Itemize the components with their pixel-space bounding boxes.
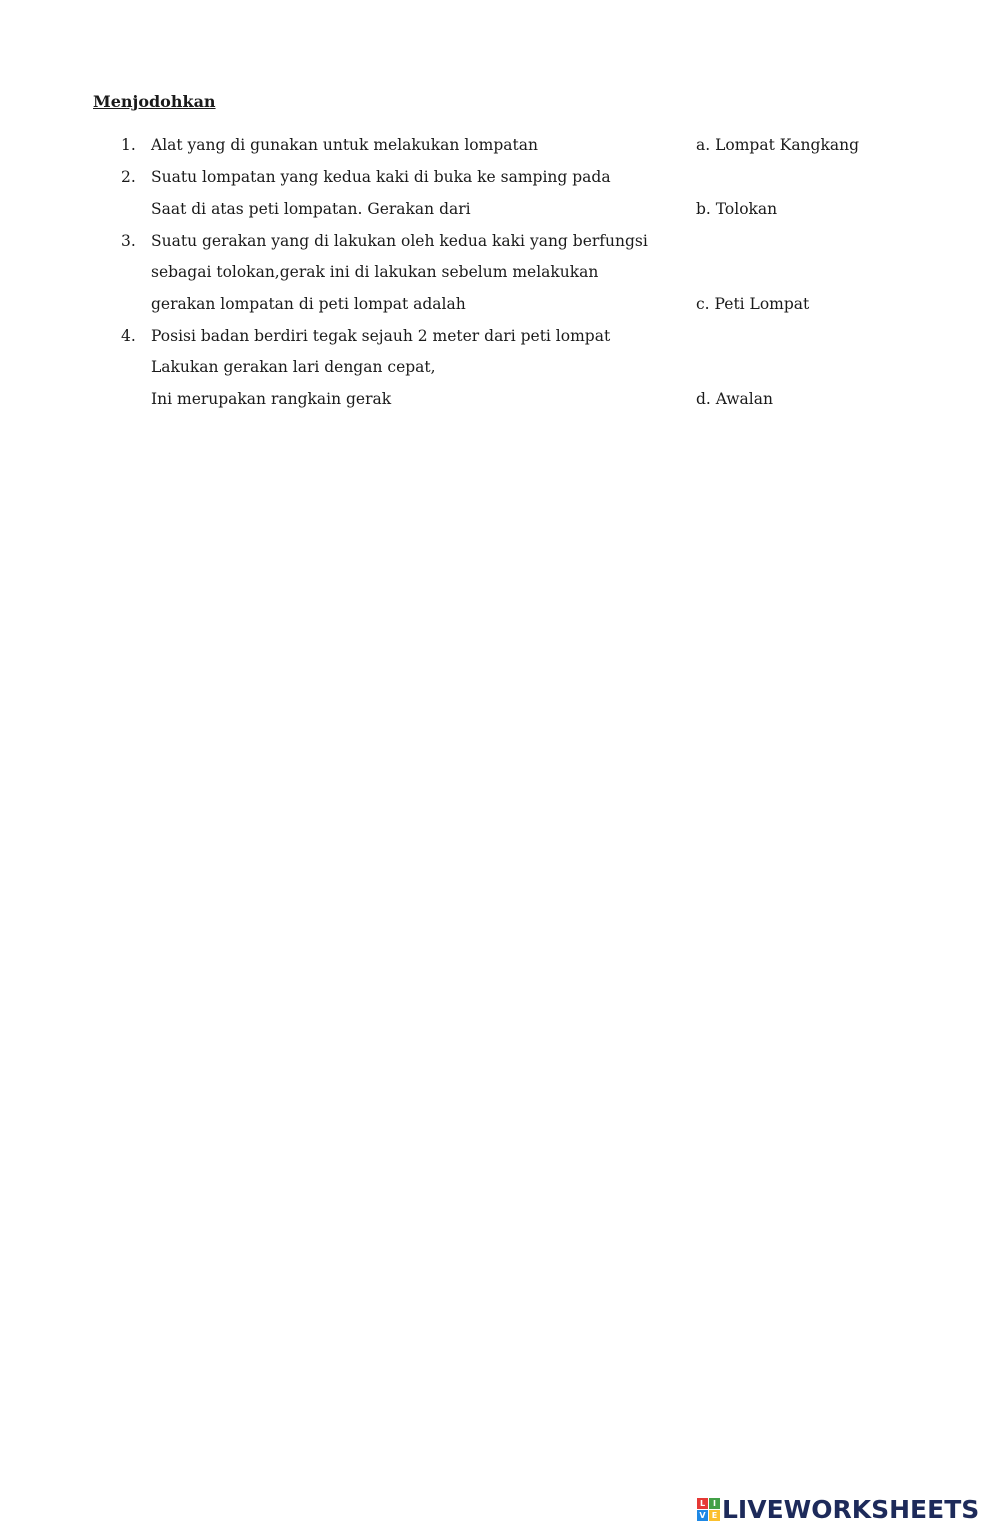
question-text: gerakan lompatan di peti lompat adalah (151, 295, 466, 313)
question-text: Suatu gerakan yang di lakukan oleh kedua kaki yang berfungsi (151, 232, 648, 250)
worksheet-heading: Menjodohkan (93, 92, 216, 111)
question-number: 4. (121, 327, 136, 345)
logo-icon-letter: E (709, 1510, 720, 1521)
question-text: Ini merupakan rangkain gerak (151, 390, 392, 408)
logo-text: LIVEWORKSHEETS (722, 1494, 980, 1524)
logo-icon-letter: I (709, 1498, 720, 1509)
question-text: Alat yang di gunakan untuk melakukan lompatan (151, 136, 538, 154)
logo-icon-letter: L (697, 1498, 708, 1509)
answer-option-c: c. Peti Lompat (696, 295, 810, 313)
question-text: Posisi badan berdiri tegak sejauh 2 meter dari peti lompat (151, 327, 611, 345)
liveworksheets-logo (697, 1494, 979, 1524)
question-number: 1. (121, 136, 136, 154)
answer-option-b: b. Tolokan (696, 200, 778, 218)
logo-icon-letter: V (697, 1510, 708, 1521)
answer-option-d: d. Awalan (696, 390, 773, 408)
live-logo-icon (697, 1498, 720, 1521)
question-number: 3. (121, 232, 136, 250)
question-number: 2. (121, 168, 136, 186)
question-text: Saat di atas peti lompatan. Gerakan dari (151, 200, 471, 218)
answer-option-a: a. Lompat Kangkang (696, 136, 859, 154)
question-text: Suatu lompatan yang kedua kaki di buka ke samping pada (151, 168, 611, 186)
question-text: Lakukan gerakan lari dengan cepat, (151, 358, 436, 376)
question-text: sebagai tolokan,gerak ini di lakukan sebelum melakukan (151, 263, 599, 281)
